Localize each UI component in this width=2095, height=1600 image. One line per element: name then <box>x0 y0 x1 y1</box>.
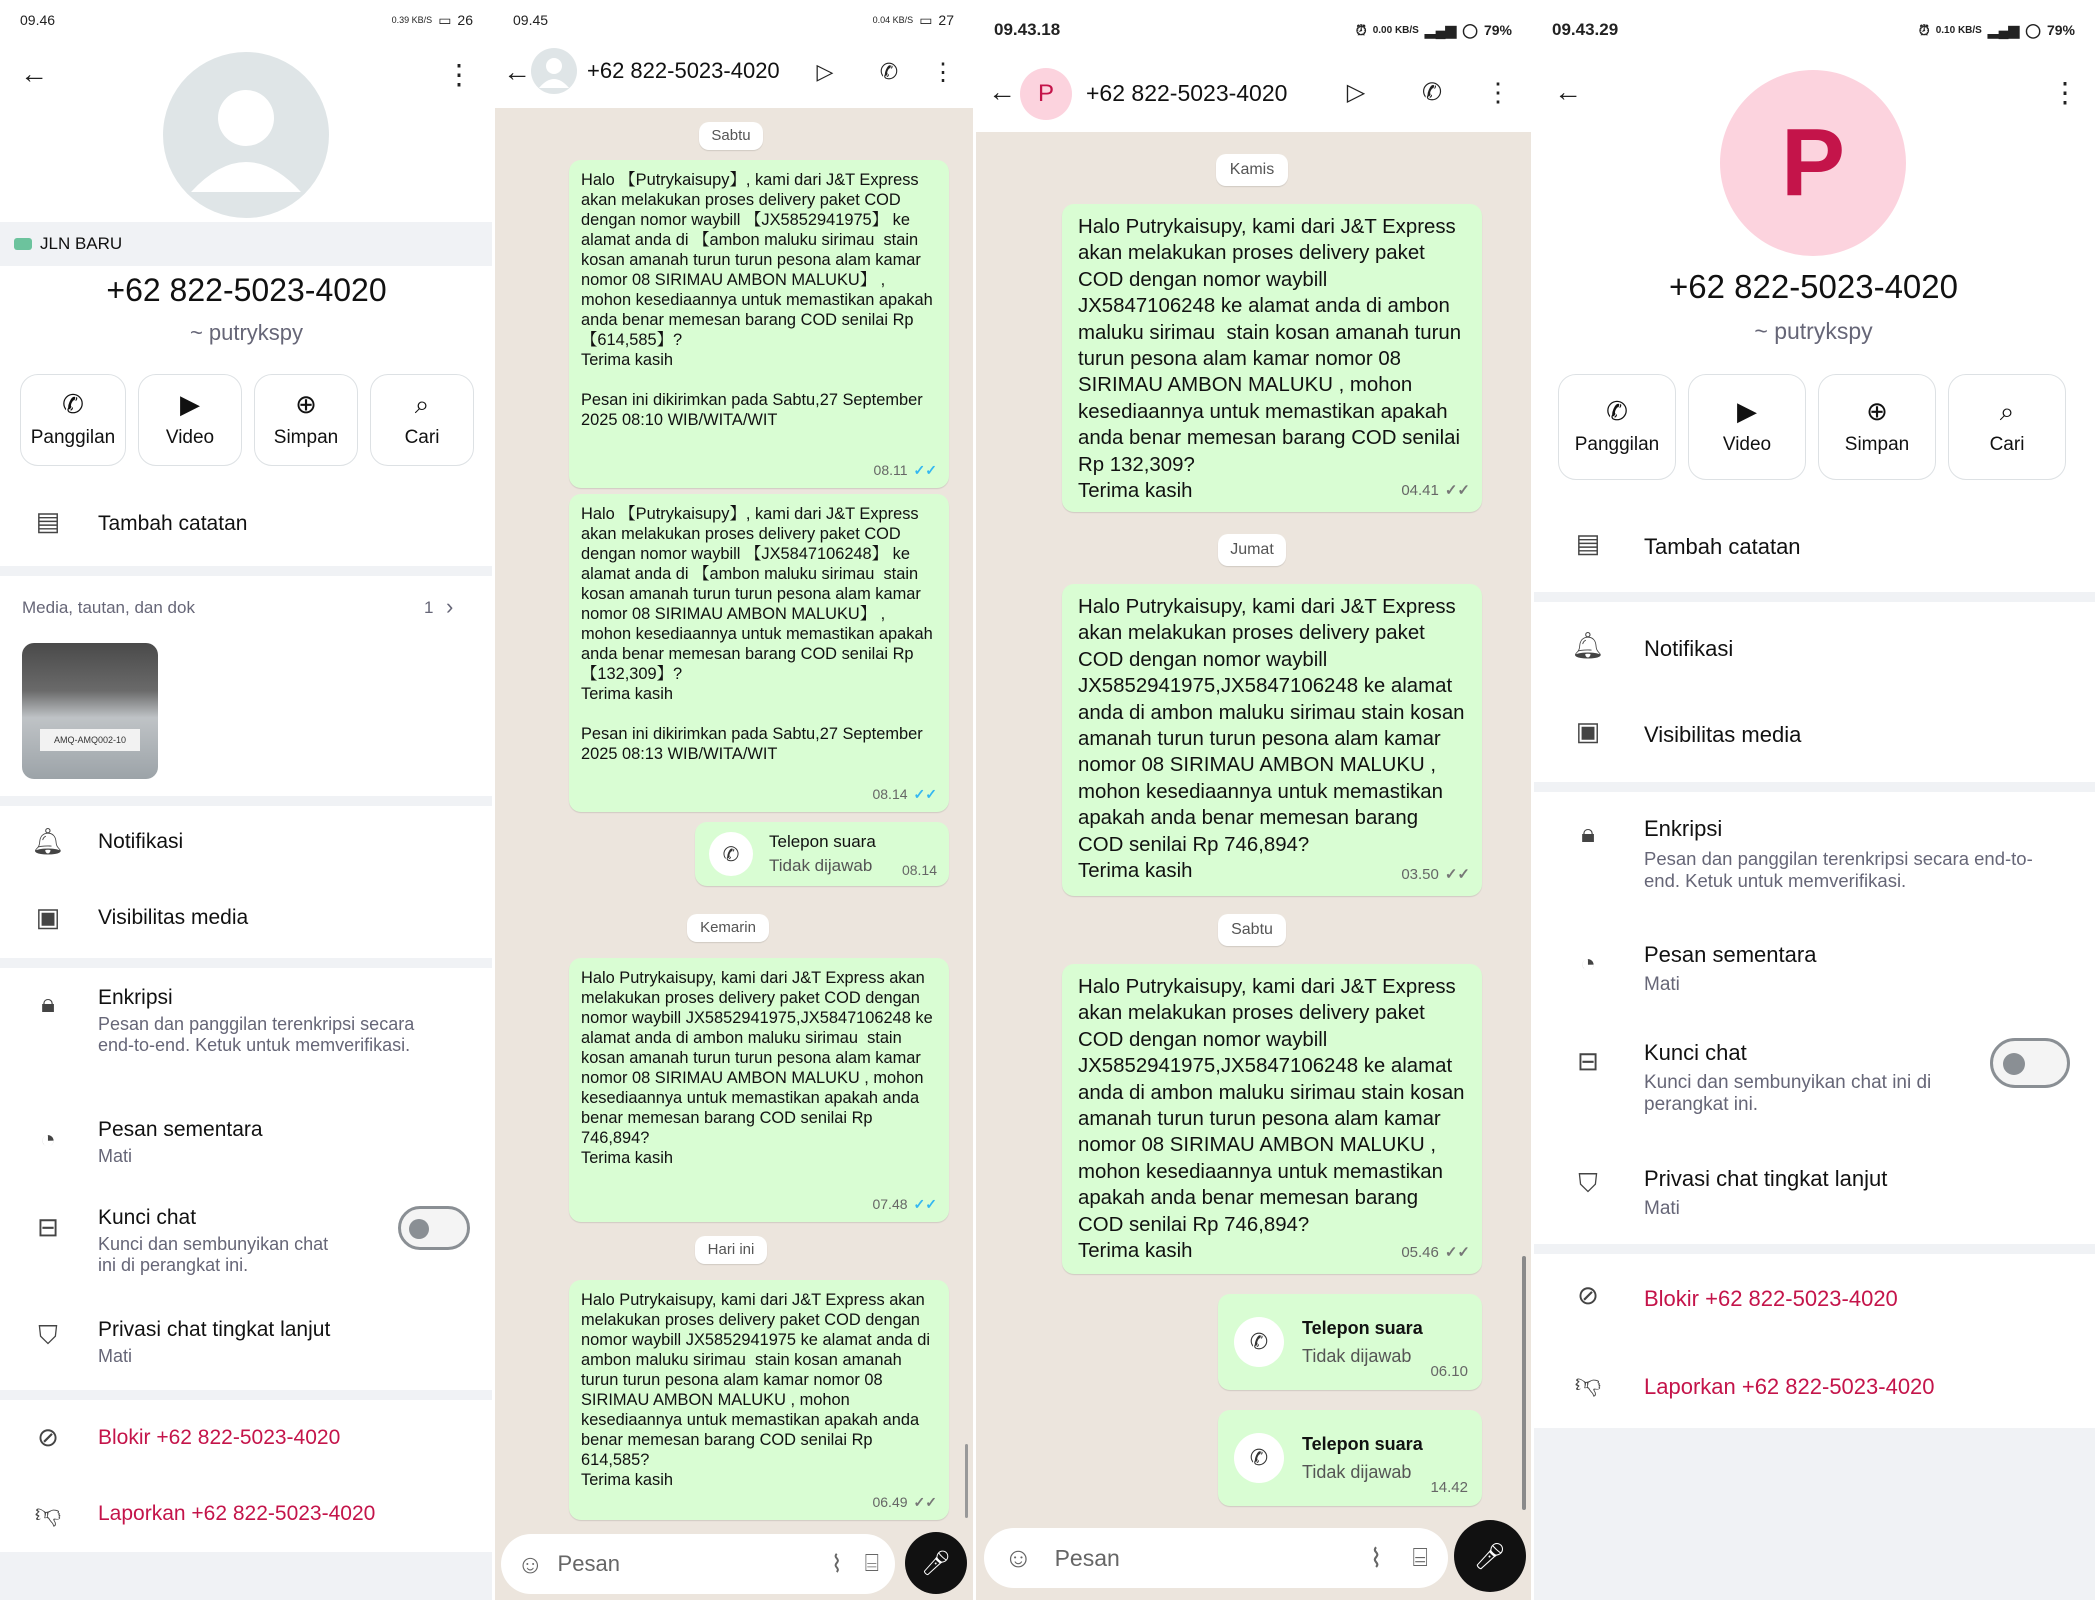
status-bar <box>1532 0 2095 60</box>
message-meta <box>872 1492 937 1512</box>
divider <box>1532 1428 2095 1600</box>
label-bar <box>0 222 493 266</box>
add-person-icon: ⊕ <box>1866 396 1888 426</box>
encryption-subtitle: Pesan dan panggilan terenkripsi secara end-to-end. Ketuk untuk memverifikasi. <box>1644 848 2033 891</box>
status-time: 09.45 <box>513 12 549 28</box>
message-text: Halo 【Putrykaisupy】, kami dari J&T Express akan melakukan proses delivery paket COD dengan nomor waybill 【JX5847106248】 ke alamat anda di 【ambon maluku sirimau stain kosan amanah turun turun pesona alam kamar nomor 08 SIRIMAU AMBON MALUKU】 , mohon kesediaannya untuk memastikan apakah anda benar memesan barang COD senilai Rp 【132,309】? Terima kasih Pesan ini dikirimkan pada Sabtu,27 September 2025 08:13 WIB/WITA/WIT <box>581 505 933 763</box>
thumbs-down-icon: 👎︎ <box>1574 1368 1602 1398</box>
advanced-privacy-title: Privasi chat tingkat lanjut <box>1644 1166 1888 1191</box>
message-input[interactable] <box>984 1528 1448 1588</box>
video-icon: ▶ <box>180 389 200 419</box>
missed-call-bubble[interactable] <box>1218 1294 1482 1390</box>
avatar-letter: P <box>1037 80 1054 107</box>
message-text: Halo Putrykaisupy, kami dari J&T Express akan melakukan proses delivery paket COD dengan nomor waybill JX5852941975,JX5847106248 ke alamat anda di ambon maluku sirimau stain kosan amanah turun turun pesona alam kamar nomor 08 SIRIMAU AMBON MALUKU , mohon kesediaannya untuk memastikan apakah anda benar memesan barang COD senilai Rp 746,894? Terima kasih <box>1078 976 1465 1263</box>
date-chip: Hari ini <box>695 1236 767 1264</box>
network-speed: 0.10 KB/S <box>1935 24 1982 36</box>
phone-icon: ✆ <box>1606 396 1628 426</box>
contact-name: ~ putrykspy <box>1754 318 1873 344</box>
message-time: 04.41 <box>1401 481 1439 499</box>
media-row[interactable] <box>0 596 493 624</box>
battery-level: 27 <box>938 12 954 28</box>
media-visibility-label: Visibilitas media <box>98 906 249 929</box>
advanced-privacy-subtitle: Mati <box>98 1346 133 1366</box>
divider <box>0 1390 493 1400</box>
battery-icon: ◯ <box>1462 21 1478 38</box>
contact-phone: +62 822-5023-4020 <box>1668 268 1958 305</box>
save-label: Simpan <box>273 427 339 448</box>
panel-separator <box>492 0 495 1600</box>
message-time: 03.50 <box>1401 865 1439 883</box>
mic-icon: 🎤︎ <box>920 1549 952 1577</box>
more-options-icon[interactable]: ⋮ <box>445 58 473 90</box>
call-text <box>1302 1430 1423 1486</box>
message-time: 08.14 <box>872 786 908 802</box>
call-text <box>1302 1314 1423 1370</box>
note-icon: ▤ <box>35 506 61 536</box>
network-speed: 0.04 KB/S <box>872 15 914 25</box>
add-person-icon: ⊕ <box>295 389 317 419</box>
message-time: 05.46 <box>1401 1243 1439 1261</box>
divider <box>1532 782 2095 792</box>
contact-name: ~ putrykspy <box>189 320 304 345</box>
action-buttons <box>20 374 474 466</box>
advanced-privacy-text <box>1644 1166 1887 1220</box>
chat-lock-toggle[interactable] <box>398 1206 470 1250</box>
message-meta <box>1401 862 1470 888</box>
thumbs-down-icon: 👎︎ <box>34 1498 62 1528</box>
network-speed: 0.00 KB/S <box>1372 24 1419 36</box>
message-bubble[interactable] <box>1062 584 1482 896</box>
save-contact-button[interactable] <box>1818 374 1936 480</box>
call-subtitle: Tidak dijawab <box>769 856 873 875</box>
attach-icon[interactable]: ⌇ <box>1369 1542 1383 1573</box>
message-text: Halo Putrykaisupy, kami dari J&T Express akan melakukan proses delivery paket COD dengan nomor waybill JX5847106248 ke alamat anda di ambon maluku sirimau stain kosan amanah turun turun pesona alam kamar nomor 08 SIRIMAU AMBON MALUKU , mohon kesediaannya untuk memastikan apakah anda benar memesan barang COD senilai Rp 132,309? Terima kasih <box>1078 216 1462 503</box>
contact-info-panel-1 <box>0 0 493 1600</box>
network-speed: 0.39 KB/S <box>391 15 433 25</box>
search-label: Cari <box>404 427 440 448</box>
emoji-icon[interactable]: ☺ <box>517 1548 544 1579</box>
encryption-row[interactable] <box>1532 816 2095 906</box>
double-check-icon: ✓✓ <box>913 1196 937 1212</box>
divider <box>1532 1244 2095 1254</box>
call-button[interactable] <box>20 374 126 466</box>
search-icon: ⌕ <box>414 389 430 419</box>
chat-panel-3 <box>974 0 1532 1600</box>
alarm-icon: ⏰︎ <box>1918 21 1930 38</box>
status-bar <box>493 0 974 40</box>
missed-call-icon: ✆ <box>709 832 753 876</box>
back-arrow-icon[interactable]: ← <box>20 58 48 89</box>
encryption-title: Enkripsi <box>1644 816 1723 841</box>
chat-lock-subtitle: Kunci dan sembunyikan chat ini di perangkat ini. <box>1644 1072 1932 1115</box>
divider <box>0 958 493 968</box>
message-text: Halo Putrykaisupy, kami dari J&T Express akan melakukan proses delivery paket COD dengan nomor waybill JX5852941975,JX5847106248 ke alamat anda di ambon maluku sirimau stain kosan amanah turun turun pesona alam kamar nomor 08 SIRIMAU AMBON MALUKU , mohon kesediaannya untuk memastikan apakah anda benar memesan barang COD senilai Rp 746,894? Terima kasih <box>581 969 933 1167</box>
signal-icon: ▂▄▆ <box>1424 21 1457 38</box>
call-subtitle: Tidak dijawab <box>1302 1346 1412 1366</box>
advanced-privacy-row[interactable] <box>1532 1166 2095 1226</box>
call-title: Telepon suara <box>1302 1434 1423 1454</box>
back-arrow-icon[interactable]: ← <box>1554 76 1582 107</box>
battery-icon: ▭ <box>919 11 933 28</box>
block-row[interactable] <box>1532 1280 2095 1320</box>
avatar[interactable] <box>1020 68 1072 120</box>
call-subtitle: Tidak dijawab <box>1302 1462 1412 1482</box>
call-time: 06.10 <box>1430 1363 1468 1380</box>
add-note-label: Tambah catatan <box>98 512 248 535</box>
date-chip: Kamis <box>1216 154 1288 186</box>
double-check-icon: ✓✓ <box>913 462 937 478</box>
media-thumbnail[interactable] <box>22 643 158 779</box>
media-visibility-label: Visibilitas media <box>1644 722 1802 747</box>
contact-phone: +62 822-5023-4020 <box>106 272 387 308</box>
battery-icon: ◯ <box>2025 21 2041 38</box>
encryption-text <box>98 986 418 1056</box>
message-time: 08.11 <box>873 462 908 478</box>
scrollbar[interactable] <box>965 1444 968 1518</box>
image-icon: ▣ <box>1575 716 1601 746</box>
battery-level: 26 <box>457 12 473 28</box>
disappearing-messages-row[interactable] <box>0 1118 493 1178</box>
message-bubble[interactable] <box>569 958 949 1222</box>
thumbnail-label: AMQ-AMQ002-10 <box>40 729 140 751</box>
add-call-icon[interactable]: ✆ <box>1421 78 1443 106</box>
message-meta <box>1401 1240 1470 1266</box>
label-tag-icon <box>14 238 32 250</box>
bell-icon: 🔔︎ <box>31 826 65 856</box>
disappearing-title: Pesan sementara <box>98 1118 263 1141</box>
message-bubble[interactable] <box>569 160 949 488</box>
encryption-text <box>1644 816 2044 892</box>
add-note-row[interactable] <box>1532 528 2095 568</box>
avatar-letter: P <box>1780 109 1846 216</box>
notifications-row[interactable] <box>1532 630 2095 670</box>
emoji-icon[interactable]: ☺ <box>1004 1542 1033 1573</box>
double-check-icon: ✓✓ <box>1444 1243 1470 1261</box>
camera-icon[interactable]: ⌸ <box>1412 1542 1428 1572</box>
message-meta <box>1401 478 1470 504</box>
bell-icon: 🔔︎ <box>1571 630 1605 660</box>
add-call-icon[interactable]: ✆ <box>879 59 899 84</box>
encryption-title: Enkripsi <box>98 986 173 1009</box>
media-visibility-row[interactable] <box>0 902 493 942</box>
lock-icon: 🔒︎ <box>1581 818 1595 848</box>
message-time: 06.49 <box>872 1494 908 1510</box>
report-label: Laporkan +62 822-5023-4020 <box>98 1502 376 1525</box>
video-button[interactable] <box>138 374 242 466</box>
message-meta <box>872 1194 937 1214</box>
toggle-knob <box>2003 1053 2025 1075</box>
toggle-knob <box>409 1219 429 1239</box>
date-chip: Sabtu <box>1218 914 1286 946</box>
divider <box>1532 592 2095 602</box>
search-icon: ⌕ <box>1999 396 2015 426</box>
call-title: Telepon suara <box>1302 1318 1423 1338</box>
message-bubble[interactable] <box>569 1280 949 1520</box>
back-arrow-icon[interactable]: ← <box>988 76 1016 107</box>
more-options-icon[interactable]: ⋮ <box>2051 76 2079 108</box>
label-tag: JLN BARU <box>40 234 123 253</box>
search-button[interactable] <box>1948 374 2066 480</box>
call-label: Panggilan <box>1574 434 1660 455</box>
shield-icon: ⛉ <box>38 1320 58 1350</box>
video-button[interactable] <box>1688 374 1806 480</box>
add-note-row[interactable] <box>0 506 493 546</box>
alarm-icon: ⏰︎ <box>1355 21 1367 38</box>
avatar[interactable] <box>163 52 329 218</box>
call-label: Panggilan <box>30 427 116 448</box>
chat-panel-2 <box>493 0 974 1600</box>
person-icon <box>531 48 577 94</box>
shield-icon: ⛉ <box>1578 1168 1598 1198</box>
missed-call-bubble[interactable] <box>695 822 949 886</box>
message-bubble[interactable] <box>569 494 949 812</box>
block-row[interactable] <box>0 1422 493 1462</box>
note-icon: ▤ <box>1575 528 1601 558</box>
double-check-icon: ✓✓ <box>1444 481 1470 499</box>
chat-lock-icon: ⊟ <box>1577 1046 1599 1076</box>
message-text: Halo Putrykaisupy, kami dari J&T Express akan melakukan proses delivery paket COD dengan nomor waybill JX5852941975 ke alamat anda di ambon maluku sirimau stain kosan amanah turun turun pesona alam kamar nomor 08 SIRIMAU AMBON MALUKU , mohon kesediaannya untuk memastikan apakah anda benar memesan barang COD senilai Rp 614,585? Terima kasih <box>581 1291 930 1489</box>
mic-button[interactable] <box>905 1532 967 1594</box>
notifications-row[interactable] <box>0 826 493 866</box>
save-contact-button[interactable] <box>254 374 358 466</box>
date-chip: Sabtu <box>699 122 763 150</box>
person-icon <box>163 52 329 218</box>
divider <box>0 566 493 576</box>
camera-icon[interactable]: ⌸ <box>864 1550 879 1577</box>
disappearing-text <box>98 1118 263 1167</box>
block-label: Blokir +62 822-5023-4020 <box>1644 1286 1898 1311</box>
status-bar <box>974 0 1532 60</box>
report-row[interactable] <box>0 1498 493 1538</box>
message-time: 07.48 <box>872 1196 908 1212</box>
date-chip: Jumat <box>1218 534 1286 566</box>
chevron-right-icon: › <box>446 594 454 619</box>
save-label: Simpan <box>1844 434 1910 455</box>
message-input[interactable] <box>501 1534 895 1594</box>
double-check-icon: ✓✓ <box>913 1494 937 1510</box>
missed-call-bubble[interactable] <box>1218 1410 1482 1506</box>
search-button[interactable] <box>370 374 474 466</box>
label-icon[interactable]: ▷ <box>1346 78 1366 106</box>
advanced-privacy-text <box>98 1318 330 1367</box>
avatar[interactable] <box>1720 70 1906 256</box>
scrollbar[interactable] <box>1522 1256 1526 1510</box>
chat-lock-text <box>98 1206 338 1276</box>
more-options-icon[interactable]: ⋮ <box>931 58 955 86</box>
call-time: 08.14 <box>901 862 937 878</box>
message-text: Halo Putrykaisupy, kami dari J&T Express akan melakukan proses delivery paket COD dengan nomor waybill JX5852941975,JX5847106248 ke alamat anda di ambon maluku sirimau stain kosan amanah turun turun pesona alam kamar nomor 08 SIRIMAU AMBON MALUKU , mohon kesediaannya untuk memastikan apakah anda benar memesan barang COD senilai Rp 746,894? Terima kasih <box>1078 596 1465 883</box>
lock-icon: 🔒︎ <box>41 988 55 1018</box>
call-time: 14.42 <box>1430 1479 1468 1496</box>
panel-separator <box>973 0 976 1600</box>
signal-icon: ▂▄▆ <box>1987 21 2020 38</box>
avatar[interactable] <box>531 48 577 94</box>
chat-title[interactable]: +62 822-5023-4020 <box>1086 80 1288 106</box>
call-text <box>769 830 876 878</box>
more-options-icon[interactable]: ⋮ <box>1485 76 1511 107</box>
double-check-icon: ✓✓ <box>1444 865 1470 883</box>
chat-title[interactable]: +62 822-5023-4020 <box>587 58 780 83</box>
notifications-label: Notifikasi <box>98 830 184 853</box>
advanced-privacy-subtitle: Mati <box>1644 1198 1680 1219</box>
missed-call-icon: ✆ <box>1234 1317 1284 1367</box>
video-label: Video <box>1722 434 1772 455</box>
add-note-label: Tambah catatan <box>1644 534 1801 559</box>
panel-separator <box>1531 0 1534 1600</box>
disappearing-subtitle: Mati <box>1644 974 1680 995</box>
image-icon: ▣ <box>35 902 61 932</box>
missed-call-icon: ✆ <box>1234 1433 1284 1483</box>
message-meta <box>872 784 937 804</box>
input-placeholder: Pesan <box>1054 1544 1120 1571</box>
advanced-privacy-title: Privasi chat tingkat lanjut <box>98 1318 331 1341</box>
video-label: Video <box>165 427 215 448</box>
battery-icon: ▭ <box>438 11 452 28</box>
double-check-icon: ✓✓ <box>913 786 937 802</box>
status-time: 09.46 <box>20 12 56 28</box>
disappearing-messages-row[interactable] <box>1532 942 2095 1002</box>
media-label: Media, tautan, dan dok <box>22 598 195 617</box>
attach-icon[interactable]: ⌇ <box>830 1550 843 1578</box>
search-label: Cari <box>1989 434 2025 455</box>
call-title: Telepon suara <box>769 832 876 851</box>
divider <box>0 796 493 806</box>
disappearing-subtitle: Mati <box>98 1146 133 1166</box>
chat-lock-icon: ⊟ <box>37 1212 59 1242</box>
block-icon: ⊘ <box>1577 1280 1599 1310</box>
message-meta <box>874 460 937 480</box>
back-arrow-icon[interactable]: ← <box>503 56 531 87</box>
divider <box>0 1552 493 1600</box>
phone-icon: ✆ <box>62 389 84 419</box>
report-label: Laporkan +62 822-5023-4020 <box>1644 1374 1935 1399</box>
call-button[interactable] <box>1558 374 1676 480</box>
status-time: 09.43.29 <box>1552 20 1619 39</box>
media-count: 1 <box>424 598 434 617</box>
action-buttons <box>1558 374 2066 480</box>
battery-level: 79% <box>1483 22 1512 38</box>
chat-lock-text <box>1644 1040 1934 1116</box>
video-icon: ▶ <box>1737 396 1757 426</box>
chat-lock-subtitle: Kunci dan sembunyikan chat ini di perangkat ini. <box>98 1234 329 1275</box>
message-text: Halo 【Putrykaisupy】, kami dari J&T Express akan melakukan proses delivery paket COD dengan nomor waybill 【JX5852941975】 ke alamat anda di 【ambon maluku sirimau stain kosan amanah turun turun pesona alam kamar nomor 08 SIRIMAU AMBON MALUKU】 , mohon kesediaannya untuk memastikan apakah anda benar memesan barang COD senilai Rp 【614,585】? Terima kasih Pesan ini dikirimkan pada Sabtu,27 September 2025 08:10 WIB/WITA/WIT <box>581 171 933 429</box>
block-label: Blokir +62 822-5023-4020 <box>98 1426 341 1449</box>
notifications-label: Notifikasi <box>1644 636 1734 661</box>
chat-lock-title: Kunci chat <box>1644 1040 1747 1065</box>
message-bubble[interactable] <box>1062 204 1482 512</box>
report-row[interactable] <box>1532 1368 2095 1408</box>
timer-icon: ◔ <box>1580 948 1596 978</box>
disappearing-text <box>1644 942 1816 996</box>
date-chip: Kemarin <box>687 914 769 942</box>
chat-lock-toggle[interactable] <box>1990 1038 2070 1088</box>
encryption-row[interactable] <box>0 986 493 1086</box>
battery-level: 79% <box>2046 22 2075 38</box>
encryption-subtitle: Pesan dan panggilan terenkripsi secara end-to-end. Ketuk untuk memverifikasi. <box>98 1014 415 1055</box>
media-visibility-row[interactable] <box>1532 716 2095 756</box>
timer-icon: ◔ <box>40 1124 56 1154</box>
status-time: 09.43.18 <box>994 20 1061 39</box>
label-icon[interactable]: ▷ <box>816 59 834 84</box>
mic-icon: 🎤︎ <box>1473 1540 1507 1571</box>
disappearing-title: Pesan sementara <box>1644 942 1817 967</box>
contact-info-panel-4 <box>1532 0 2095 1600</box>
message-bubble[interactable] <box>1062 964 1482 1274</box>
input-placeholder: Pesan <box>557 1551 620 1576</box>
mic-button[interactable] <box>1454 1520 1526 1592</box>
block-icon: ⊘ <box>37 1422 59 1452</box>
advanced-privacy-row[interactable] <box>0 1318 493 1378</box>
chat-lock-title: Kunci chat <box>98 1206 197 1229</box>
status-bar <box>0 0 493 40</box>
